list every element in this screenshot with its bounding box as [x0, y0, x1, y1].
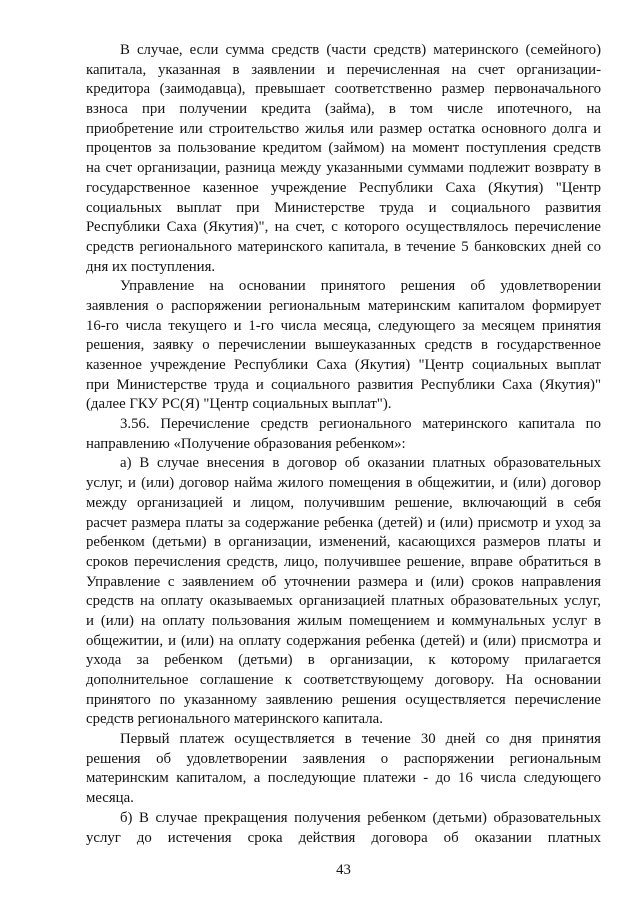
text-line: общежитии, и (или) на оплату содержания ребенка (детей) и (или) присмотра и	[86, 632, 601, 649]
text-line: средств регионального материнского капитала, в течение 5 банковских дней со	[86, 238, 601, 255]
text-line: дополнительное соглашение к соответствующему договору. На основании	[86, 672, 601, 688]
text-line: приобретение или строительство жилья или размер остатка основного долга и	[86, 120, 601, 137]
text-line: Управление на основании принятого решения об удовлетворении	[120, 278, 601, 295]
text-line: капитала, указанная в заявлении и перечисленная на счет организации-	[86, 61, 601, 78]
paragraph-payment-request	[86, 277, 601, 415]
text-line: Управление с заявлением об уточнении размера и (или) сроков направления	[86, 573, 601, 590]
text-line: 16-го числа текущего и 1-го числа месяца, следующего за месяцем принятия	[86, 317, 601, 334]
clause-3-56-heading	[86, 415, 601, 454]
text-line: дня их поступления.	[86, 258, 216, 275]
page-number: 43	[336, 862, 351, 878]
text-line: месяца.	[86, 790, 134, 807]
text-line: услуг, и (или) договор найма жилого помещения в общежитии, и (или) договор	[86, 475, 601, 492]
text-line: средств на оплату оказываемых организацией платных образовательных услуг,	[86, 593, 601, 610]
text-line: Первый платеж осуществляется в течение 30 дней со дня принятия	[120, 731, 601, 748]
text-line: кредитора (заимодавца), превышает соответственно размер первоначального	[86, 81, 601, 98]
text-line: решения об удовлетворении заявления о распоряжении региональным	[86, 750, 601, 767]
text-line: между организацией и лицом, получившим решение, включающий в себя	[86, 494, 601, 511]
text-line: заявления о распоряжении региональным материнским капиталом формирует	[86, 297, 601, 314]
text-line: а) В случае внесения в договор об оказании платных образовательных	[120, 455, 601, 472]
text-line: Республики Саха (Якутия)", на счет, с которого осуществлялось перечисление	[86, 219, 601, 236]
text-line: и (или) на оплату пользования жилым помещением и коммунальных услуг в	[86, 612, 601, 629]
text-line: решения, заявку о перечислении вышеуказанных средств в государственное	[86, 337, 601, 354]
text-line: б) В случае прекращения получения ребенком (детьми) образовательных	[120, 809, 601, 826]
text-line: материнским капиталом, а последующие платежи - до 16 числа следующего	[86, 770, 601, 787]
text-line: ухода за ребенком (детьми) в организации, к которому прилагается	[86, 652, 601, 669]
text-line: на счет организации, разница между указанными суммами подлежит возврату в	[86, 160, 601, 177]
text-line: (далее ГКУ РС(Я) "Центр социальных выплат").	[86, 396, 392, 413]
text-line: В случае, если сумма средств (части средств) материнского (семейного)	[120, 42, 601, 58]
paragraph-refund-of-excess	[86, 41, 601, 277]
text-line: взноса при получении кредита (займа), в том числе ипотечного, на	[86, 101, 601, 118]
text-line: процентов за пользование кредитом (займом) на момент поступления средств	[86, 140, 601, 157]
subclause-a	[86, 454, 601, 730]
subclause-b	[86, 809, 601, 848]
text-line: государственное казенное учреждение Республики Саха (Якутия) "Центр	[86, 179, 601, 196]
document-body	[86, 41, 601, 848]
text-line: социальных выплат при Министерстве труда и социального развития	[86, 199, 601, 216]
text-line: сроков перечисления средств, лицо, получившее решение, вправе обратиться в	[86, 553, 601, 570]
text-line: направлению «Получение образования ребенком»:	[86, 435, 406, 452]
text-line: услуг до истечения срока действия договора об оказании платных	[86, 829, 601, 846]
paragraph-first-payment	[86, 730, 601, 809]
text-line: при Министерстве труда и социального развития Республики Саха (Якутия)"	[86, 376, 601, 393]
text-line: расчет размера платы за содержание ребенка (детей) и (или) присмотр и уход за	[86, 514, 601, 531]
text-line: казенное учреждение Республики Саха (Якутия) "Центр социальных выплат	[86, 357, 601, 373]
text-line: 3.56. Перечисление средств регионального материнского капитала по	[120, 416, 601, 433]
text-line: принятого по указанному заявлению решения осуществляется перечисление	[86, 691, 601, 708]
text-line: ребенком (детьми) в организации, изменений, касающихся размеров платы и	[86, 534, 601, 551]
text-line: средств регионального материнского капитала.	[86, 711, 383, 728]
